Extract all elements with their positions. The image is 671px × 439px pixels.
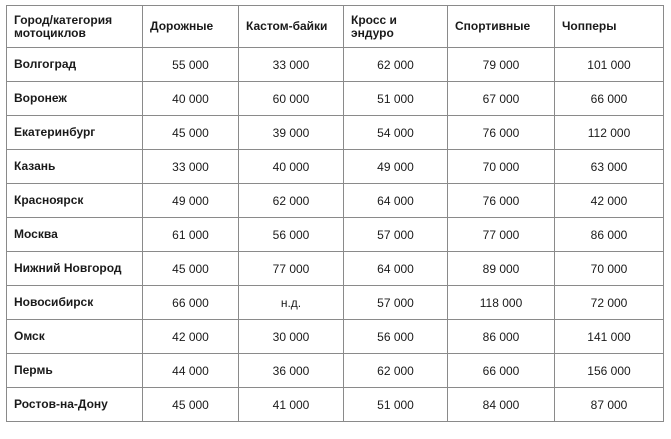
price-cell: 118 000 [448,286,555,320]
price-table [6,5,664,422]
price-cell: 61 000 [143,218,239,252]
price-cell: 42 000 [555,184,664,218]
price-cell: 86 000 [448,320,555,354]
city-cell: Красноярск [7,184,143,218]
price-cell: 45 000 [143,116,239,150]
price-cell: 30 000 [239,320,344,354]
price-cell: 56 000 [239,218,344,252]
price-cell: 49 000 [344,150,448,184]
city-cell: Волгоград [7,48,143,82]
price-cell: 70 000 [448,150,555,184]
price-cell: 40 000 [143,82,239,116]
table-row [7,252,664,286]
header-sport: Спортивные [448,6,555,48]
price-cell: 42 000 [143,320,239,354]
city-cell: Омск [7,320,143,354]
city-cell: Воронеж [7,82,143,116]
price-cell: 60 000 [239,82,344,116]
price-cell: 62 000 [239,184,344,218]
price-cell: 79 000 [448,48,555,82]
price-cell: н.д. [239,286,344,320]
header-choppers: Чопперы [555,6,664,48]
header-road: Дорожные [143,6,239,48]
price-cell: 36 000 [239,354,344,388]
header-row [7,6,664,48]
price-cell: 77 000 [239,252,344,286]
city-cell: Екатеринбург [7,116,143,150]
price-cell: 86 000 [555,218,664,252]
price-cell: 56 000 [344,320,448,354]
city-cell: Казань [7,150,143,184]
city-cell: Нижний Новгород [7,252,143,286]
table-row [7,82,664,116]
price-cell: 55 000 [143,48,239,82]
price-cell: 62 000 [344,48,448,82]
price-cell: 51 000 [344,82,448,116]
price-cell: 33 000 [143,150,239,184]
price-cell: 141 000 [555,320,664,354]
price-cell: 89 000 [448,252,555,286]
price-cell: 70 000 [555,252,664,286]
price-cell: 33 000 [239,48,344,82]
price-cell: 67 000 [448,82,555,116]
price-cell: 72 000 [555,286,664,320]
city-cell: Ростов-на-Дону [7,388,143,422]
price-cell: 66 000 [143,286,239,320]
price-cell: 41 000 [239,388,344,422]
header-cross-enduro: Кросс и эндуро [344,6,448,48]
price-cell: 57 000 [344,286,448,320]
price-cell: 45 000 [143,252,239,286]
price-cell: 87 000 [555,388,664,422]
price-cell: 49 000 [143,184,239,218]
table-row [7,150,664,184]
price-cell: 76 000 [448,184,555,218]
price-cell: 39 000 [239,116,344,150]
price-cell: 63 000 [555,150,664,184]
table-row [7,48,664,82]
price-cell: 101 000 [555,48,664,82]
price-cell: 54 000 [344,116,448,150]
table-row [7,354,664,388]
price-cell: 57 000 [344,218,448,252]
header-city-category: Город/категория мотоциклов [7,6,143,48]
price-cell: 112 000 [555,116,664,150]
header-custom: Кастом-байки [239,6,344,48]
price-cell: 44 000 [143,354,239,388]
price-cell: 84 000 [448,388,555,422]
price-cell: 40 000 [239,150,344,184]
city-cell: Новосибирск [7,286,143,320]
city-cell: Москва [7,218,143,252]
table-row [7,286,664,320]
table-row [7,218,664,252]
price-cell: 64 000 [344,184,448,218]
table-row [7,116,664,150]
price-cell: 66 000 [555,82,664,116]
price-cell: 77 000 [448,218,555,252]
price-cell: 76 000 [448,116,555,150]
price-cell: 64 000 [344,252,448,286]
city-cell: Пермь [7,354,143,388]
price-cell: 156 000 [555,354,664,388]
table-row [7,184,664,218]
price-cell: 51 000 [344,388,448,422]
table-row [7,320,664,354]
price-cell: 45 000 [143,388,239,422]
price-cell: 62 000 [344,354,448,388]
table-row [7,388,664,422]
price-cell: 66 000 [448,354,555,388]
